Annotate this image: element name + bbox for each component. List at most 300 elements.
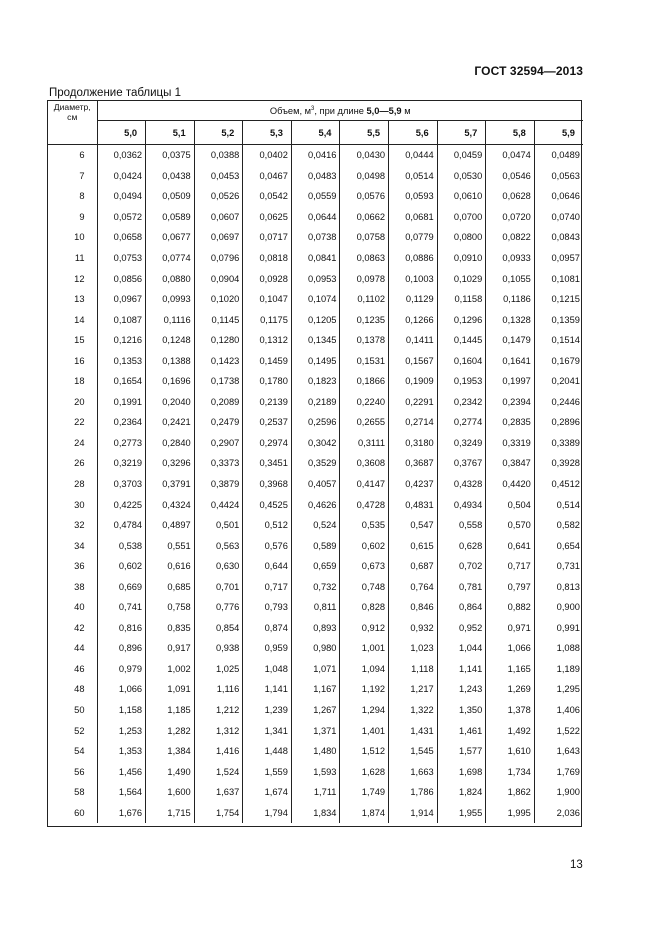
- volume-cell: 1,282: [146, 720, 195, 741]
- volume-cell: 0,1055: [486, 268, 535, 289]
- volume-cell: 1,350: [437, 700, 486, 721]
- volume-cell: 0,602: [340, 535, 389, 556]
- length-header-cell: 5,1: [146, 121, 195, 145]
- volume-cell: 0,3791: [146, 474, 195, 495]
- volume-cell: 1,066: [486, 638, 535, 659]
- volume-cell: 1,490: [146, 761, 195, 782]
- volume-cell: 0,3319: [486, 433, 535, 454]
- diameter-cell: 52: [48, 720, 97, 741]
- volume-cell: 0,1679: [534, 350, 583, 371]
- volume-cell: 0,1514: [534, 330, 583, 351]
- volume-cell: 0,1378: [340, 330, 389, 351]
- volume-cell: 0,0494: [113, 191, 143, 202]
- volume-cell: 0,669: [118, 581, 143, 592]
- volume-cell: 0,1020: [194, 289, 243, 310]
- volume-cell: 0,641: [486, 535, 535, 556]
- volume-cell: 0,551: [146, 535, 195, 556]
- table-row: [48, 720, 583, 741]
- volume-cell: 0,2342: [437, 392, 486, 413]
- volume-cell: 0,570: [486, 515, 535, 536]
- volume-cell: 0,2364: [113, 417, 143, 428]
- volume-cell: 0,4237: [389, 474, 438, 495]
- volume-cell: 0,1296: [437, 309, 486, 330]
- volume-cell: 0,717: [243, 576, 292, 597]
- volume-cell: 1,610: [486, 741, 535, 762]
- volume-cell: 0,0546: [486, 166, 535, 187]
- volume-cell: 0,1087: [113, 314, 143, 325]
- volume-cell: 1,524: [194, 761, 243, 782]
- volume-cell: 0,864: [437, 597, 486, 618]
- volume-cell: 0,1388: [146, 350, 195, 371]
- volume-cell: 0,971: [486, 618, 535, 639]
- volume-cell: 0,3389: [534, 433, 583, 454]
- length-header-cell: 5,2: [194, 121, 243, 145]
- diameter-cell: 11: [48, 248, 97, 269]
- volume-cell: 0,0774: [146, 248, 195, 269]
- volume-cell: 0,2596: [291, 412, 340, 433]
- volume-cell: 0,589: [291, 535, 340, 556]
- volume-cell: 0,0796: [194, 248, 243, 269]
- table-row: [48, 350, 583, 371]
- table-row: [48, 309, 583, 330]
- volume-cell: 0,3042: [291, 433, 340, 454]
- volume-cell: 0,0402: [243, 145, 292, 166]
- length-header-cell: 5,5: [340, 121, 389, 145]
- volume-cell: 0,1780: [243, 371, 292, 392]
- table-row: [48, 453, 583, 474]
- volume-cell: 1,378: [486, 700, 535, 721]
- volume-cell: 1,353: [118, 746, 143, 757]
- volume-cell: 0,893: [291, 618, 340, 639]
- volume-cell: 0,731: [534, 556, 583, 577]
- volume-cell: 0,0720: [486, 207, 535, 228]
- volume-cell: 0,2139: [243, 392, 292, 413]
- volume-cell: 1,769: [534, 761, 583, 782]
- volume-cell: 0,0572: [113, 211, 143, 222]
- volume-cell: 0,2479: [194, 412, 243, 433]
- volume-cell: 0,3249: [437, 433, 486, 454]
- volume-cell: 0,748: [340, 576, 389, 597]
- volume-cell: 1,094: [340, 659, 389, 680]
- diameter-cell: 13: [48, 289, 97, 310]
- diameter-cell: 56: [48, 761, 97, 782]
- diameter-cell: 58: [48, 782, 97, 803]
- table-row: [48, 782, 583, 803]
- volume-cell: 0,3180: [389, 433, 438, 454]
- diameter-cell: 38: [48, 576, 97, 597]
- volume-cell: 1,253: [118, 725, 143, 736]
- volume-cell: 0,1235: [340, 309, 389, 330]
- volume-cell: 0,1604: [437, 350, 486, 371]
- volume-cell: 0,0822: [486, 227, 535, 248]
- volume-cell: 0,835: [146, 618, 195, 639]
- diameter-cell: 36: [48, 556, 97, 577]
- volume-cell: 1,048: [243, 659, 292, 680]
- volume-cell: 0,1205: [291, 309, 340, 330]
- volume-cell: 1,461: [437, 720, 486, 741]
- volume-cell: 0,538: [118, 540, 143, 551]
- volume-cell: 0,0700: [437, 207, 486, 228]
- volume-cell: 0,1129: [389, 289, 438, 310]
- diameter-cell: 9: [48, 207, 97, 228]
- volume-cell: 1,066: [118, 684, 143, 695]
- table-row: [48, 392, 583, 413]
- volume-cell: 0,1081: [534, 268, 583, 289]
- volume-cell: 1,322: [389, 700, 438, 721]
- volume-cell: 0,3451: [243, 453, 292, 474]
- volume-cell: 0,4225: [113, 499, 143, 510]
- volume-cell: 0,514: [534, 494, 583, 515]
- volume-cell: 0,813: [534, 576, 583, 597]
- diameter-cell: 12: [48, 268, 97, 289]
- volume-cell: 0,1479: [486, 330, 535, 351]
- volume-cell: 1,001: [340, 638, 389, 659]
- volume-cell: 0,1953: [437, 371, 486, 392]
- volume-cell: 1,401: [340, 720, 389, 741]
- volume-cell: 0,1823: [291, 371, 340, 392]
- table-row: [48, 535, 583, 556]
- diameter-cell: 28: [48, 474, 97, 495]
- diameter-cell: 20: [48, 392, 97, 413]
- volume-cell: 0,1248: [146, 330, 195, 351]
- volume-cell: 0,0388: [194, 145, 243, 166]
- volume-cell: 0,776: [194, 597, 243, 618]
- volume-cell: 0,0509: [146, 186, 195, 207]
- volume-cell: 0,535: [340, 515, 389, 536]
- volume-cell: 0,2840: [146, 433, 195, 454]
- volume-cell: 0,0444: [389, 145, 438, 166]
- volume-cell: 0,1102: [340, 289, 389, 310]
- volume-cell: 0,1003: [389, 268, 438, 289]
- diameter-cell: 50: [48, 700, 97, 721]
- volume-cell: 0,4328: [437, 474, 486, 495]
- volume-cell: 0,828: [340, 597, 389, 618]
- table-row: [48, 289, 583, 310]
- volume-cell: 0,687: [389, 556, 438, 577]
- volume-cell: 0,3111: [340, 433, 389, 454]
- length-header-row: [48, 121, 583, 145]
- volume-cell: 0,0933: [486, 248, 535, 269]
- length-header-cell: 5,0: [97, 121, 146, 145]
- volume-cell: 0,1997: [486, 371, 535, 392]
- volume-cell: 0,732: [291, 576, 340, 597]
- volume-cell: 0,630: [194, 556, 243, 577]
- table-row: [48, 761, 583, 782]
- diameter-cell: 22: [48, 412, 97, 433]
- volume-cell: 0,616: [146, 556, 195, 577]
- volume-cell: 0,3879: [194, 474, 243, 495]
- volume-cell: 0,0483: [291, 166, 340, 187]
- volume-cell: 0,1654: [113, 376, 143, 387]
- volume-cell: 0,0953: [291, 268, 340, 289]
- volume-cell: 0,1216: [113, 335, 143, 346]
- diameter-cell: 30: [48, 494, 97, 515]
- page-number: 13: [570, 859, 583, 871]
- volume-cell: 0,4784: [113, 520, 143, 531]
- table-row: [48, 166, 583, 187]
- volume-cell: 1,025: [194, 659, 243, 680]
- table-row: [48, 597, 583, 618]
- volume-cell: 0,0662: [340, 207, 389, 228]
- volume-cell: 0,1531: [340, 350, 389, 371]
- volume-cell: 1,295: [534, 679, 583, 700]
- volume-cell: 0,979: [118, 663, 143, 674]
- volume-cell: 0,701: [194, 576, 243, 597]
- volume-cell: 1,600: [146, 782, 195, 803]
- volume-cell: 0,2714: [389, 412, 438, 433]
- volume-cell: 1,185: [146, 700, 195, 721]
- table-row: [48, 659, 583, 680]
- length-header-cell: 5,3: [243, 121, 292, 145]
- volume-cell: 1,118: [389, 659, 438, 680]
- volume-cell: 0,1074: [291, 289, 340, 310]
- volume-cell: 0,1029: [437, 268, 486, 289]
- volume-cell: 0,0738: [291, 227, 340, 248]
- table-row: [48, 638, 583, 659]
- volume-cell: 0,2446: [534, 392, 583, 413]
- volume-cell: 0,0530: [437, 166, 486, 187]
- volume-cell: 0,2040: [146, 392, 195, 413]
- volume-cell: 1,384: [146, 741, 195, 762]
- volume-cell: 0,0856: [113, 273, 143, 284]
- volume-cell: 0,781: [437, 576, 486, 597]
- volume-cell: 1,267: [291, 700, 340, 721]
- table-row: [48, 618, 583, 639]
- volume-cell: 0,0993: [146, 289, 195, 310]
- diameter-cell: 60: [48, 803, 97, 824]
- volume-cell: 0,4057: [291, 474, 340, 495]
- table-row: [48, 576, 583, 597]
- table-row: [48, 248, 583, 269]
- diameter-cell: 7: [48, 166, 97, 187]
- standard-designation: ГОСТ 32594—2013: [474, 64, 583, 78]
- volume-cell: 0,2974: [243, 433, 292, 454]
- table-caption: Продолжение таблицы 1: [49, 87, 182, 99]
- volume-cell: 0,1909: [389, 371, 438, 392]
- volume-cell: 0,3847: [486, 453, 535, 474]
- volume-cell: 0,0438: [146, 166, 195, 187]
- volume-cell: 0,2189: [291, 392, 340, 413]
- volume-cell: 0,0416: [291, 145, 340, 166]
- volume-cell: 0,900: [534, 597, 583, 618]
- table-row: [48, 145, 583, 166]
- table-row: [48, 494, 583, 515]
- volume-cell: 0,1411: [389, 330, 438, 351]
- volume-cell: 1,995: [486, 803, 535, 824]
- volume-cell: 1,239: [243, 700, 292, 721]
- volume-cell: 1,545: [389, 741, 438, 762]
- volume-cell: 0,0424: [113, 170, 143, 181]
- diameter-cell: 16: [48, 350, 97, 371]
- volume-cell: 0,1312: [243, 330, 292, 351]
- volume-cell: 0,0910: [437, 248, 486, 269]
- volume-cell: 0,816: [118, 622, 143, 633]
- volume-cell: 0,524: [291, 515, 340, 536]
- volume-header: Объем, $м^3$, при длине 5,0—5,9 м: [97, 101, 583, 121]
- volume-cell: 1,674: [243, 782, 292, 803]
- volume-cell: 0,0928: [243, 268, 292, 289]
- volume-cell: 1,312: [194, 720, 243, 741]
- volume-cell: 0,0526: [194, 186, 243, 207]
- volume-cell: 0,3703: [113, 479, 143, 490]
- volume-cell: 0,1345: [291, 330, 340, 351]
- length-header-cell: 5,6: [389, 121, 438, 145]
- volume-cell: 0,0904: [194, 268, 243, 289]
- volume-cell: 0,0459: [437, 145, 486, 166]
- volume-cell: 1,663: [389, 761, 438, 782]
- volume-cell: 1,217: [389, 679, 438, 700]
- volume-cell: 0,991: [534, 618, 583, 639]
- volume-cell: 1,448: [243, 741, 292, 762]
- volume-cell: 0,0779: [389, 227, 438, 248]
- table-row: [48, 474, 583, 495]
- volume-cell: 1,165: [486, 659, 535, 680]
- volume-cell: 0,2896: [534, 412, 583, 433]
- volume-cell: 1,294: [340, 700, 389, 721]
- volume-cell: 0,0681: [389, 207, 438, 228]
- volume-cell: 0,0978: [340, 268, 389, 289]
- volume-cell: 0,1175: [243, 309, 292, 330]
- volume-cell: 0,0697: [194, 227, 243, 248]
- volume-cell: 1,480: [291, 741, 340, 762]
- volume-cell: 0,0593: [389, 186, 438, 207]
- volume-cell: 0,512: [243, 515, 292, 536]
- diameter-cell: 42: [48, 618, 97, 639]
- volume-cell: 1,091: [146, 679, 195, 700]
- diameter-cell: 44: [48, 638, 97, 659]
- volume-cell: 0,0967: [113, 294, 143, 305]
- volume-cell: 0,0880: [146, 268, 195, 289]
- diameter-cell: 34: [48, 535, 97, 556]
- volume-cell: 0,0542: [243, 186, 292, 207]
- volume-cell: 0,0800: [437, 227, 486, 248]
- volume-cell: 1,676: [118, 807, 143, 818]
- volume-cell: 1,512: [340, 741, 389, 762]
- length-header-cell: 5,8: [486, 121, 535, 145]
- volume-cell: 1,158: [118, 705, 143, 716]
- diameter-cell: 18: [48, 371, 97, 392]
- volume-cell: 2,036: [534, 803, 583, 824]
- diameter-header: [48, 101, 97, 145]
- volume-cell: 0,0610: [437, 186, 486, 207]
- volume-cell: 0,793: [243, 597, 292, 618]
- volume-cell: 0,0559: [291, 186, 340, 207]
- volume-cell: 0,1567: [389, 350, 438, 371]
- volume-cell: 0,1328: [486, 309, 535, 330]
- volume-cell: 0,1186: [486, 289, 535, 310]
- volume-cell: 0,0841: [291, 248, 340, 269]
- volume-cell: 0,854: [194, 618, 243, 639]
- volume-cell: 0,4525: [243, 494, 292, 515]
- volume-cell: 1,564: [118, 787, 143, 798]
- volume-cell: 0,917: [146, 638, 195, 659]
- volume-cell: 0,1266: [389, 309, 438, 330]
- table-row: [48, 433, 583, 454]
- volume-cell: 0,558: [437, 515, 486, 536]
- volume-cell: 1,794: [243, 803, 292, 824]
- table-row: [48, 207, 583, 228]
- volume-cell: 0,4897: [146, 515, 195, 536]
- volume-cell: 0,1738: [194, 371, 243, 392]
- volume-cell: 0,1145: [194, 309, 243, 330]
- volume-cell: 1,116: [194, 679, 243, 700]
- volume-cell: 1,874: [340, 803, 389, 824]
- volume-cell: 1,212: [194, 700, 243, 721]
- volume-cell: 1,559: [243, 761, 292, 782]
- volume-cell: 0,0758: [340, 227, 389, 248]
- volume-cell: 0,4420: [486, 474, 535, 495]
- volume-cell: 0,2291: [389, 392, 438, 413]
- volume-cell: 0,0957: [534, 248, 583, 269]
- volume-cell: 0,0717: [243, 227, 292, 248]
- volume-cell: 0,4324: [146, 494, 195, 515]
- diameter-cell: 32: [48, 515, 97, 536]
- volume-cell: 1,341: [243, 720, 292, 741]
- volume-cell: 0,1280: [194, 330, 243, 351]
- volume-cell: 0,547: [389, 515, 438, 536]
- volume-cell: 1,088: [534, 638, 583, 659]
- volume-cell: 1,189: [534, 659, 583, 680]
- volume-cell: 1,071: [291, 659, 340, 680]
- volume-cell: 1,371: [291, 720, 340, 741]
- volume-cell: 0,602: [118, 561, 143, 572]
- volume-cell: 0,659: [291, 556, 340, 577]
- table-body: [48, 145, 583, 824]
- volume-cell: 0,0886: [389, 248, 438, 269]
- volume-cell: 0,1459: [243, 350, 292, 371]
- volume-cell: 0,1215: [534, 289, 583, 310]
- volume-cell: 0,1866: [340, 371, 389, 392]
- volume-cell: 0,2774: [437, 412, 486, 433]
- table-row: [48, 371, 583, 392]
- volume-cell: 0,4728: [340, 494, 389, 515]
- volume-cell: 0,1991: [113, 396, 143, 407]
- diameter-header-line2: см: [67, 112, 78, 122]
- length-header-cell: 5,4: [291, 121, 340, 145]
- volume-cell: 0,811: [291, 597, 340, 618]
- volume-cell: 0,1696: [146, 371, 195, 392]
- volume-cell: 0,0625: [243, 207, 292, 228]
- diameter-cell: 24: [48, 433, 97, 454]
- volume-cell: 1,900: [534, 782, 583, 803]
- diameter-cell: 8: [48, 186, 97, 207]
- diameter-cell: 48: [48, 679, 97, 700]
- diameter-cell: 40: [48, 597, 97, 618]
- volume-cell: 1,637: [194, 782, 243, 803]
- volume-cell: 0,2835: [486, 412, 535, 433]
- volume-cell: 0,3767: [437, 453, 486, 474]
- volume-cell: 0,3608: [340, 453, 389, 474]
- volume-cell: 0,2537: [243, 412, 292, 433]
- volume-cell: 0,2773: [113, 437, 143, 448]
- volume-cell: 0,1423: [194, 350, 243, 371]
- table-row: [48, 268, 583, 289]
- volume-cell: 1,269: [486, 679, 535, 700]
- volume-cell: 1,643: [534, 741, 583, 762]
- volume-cell: 0,0467: [243, 166, 292, 187]
- volume-cell: 0,0362: [113, 150, 143, 161]
- volume-cell: 1,192: [340, 679, 389, 700]
- volume-cell: 1,754: [194, 803, 243, 824]
- table-row: [48, 556, 583, 577]
- volume-cell: 0,0430: [340, 145, 389, 166]
- volume-cell: 1,862: [486, 782, 535, 803]
- volume-cell: 0,615: [389, 535, 438, 556]
- table-row: [48, 803, 583, 824]
- volume-cell: 0,628: [437, 535, 486, 556]
- volume-cell: 0,0644: [291, 207, 340, 228]
- volume-cell: 1,456: [118, 766, 143, 777]
